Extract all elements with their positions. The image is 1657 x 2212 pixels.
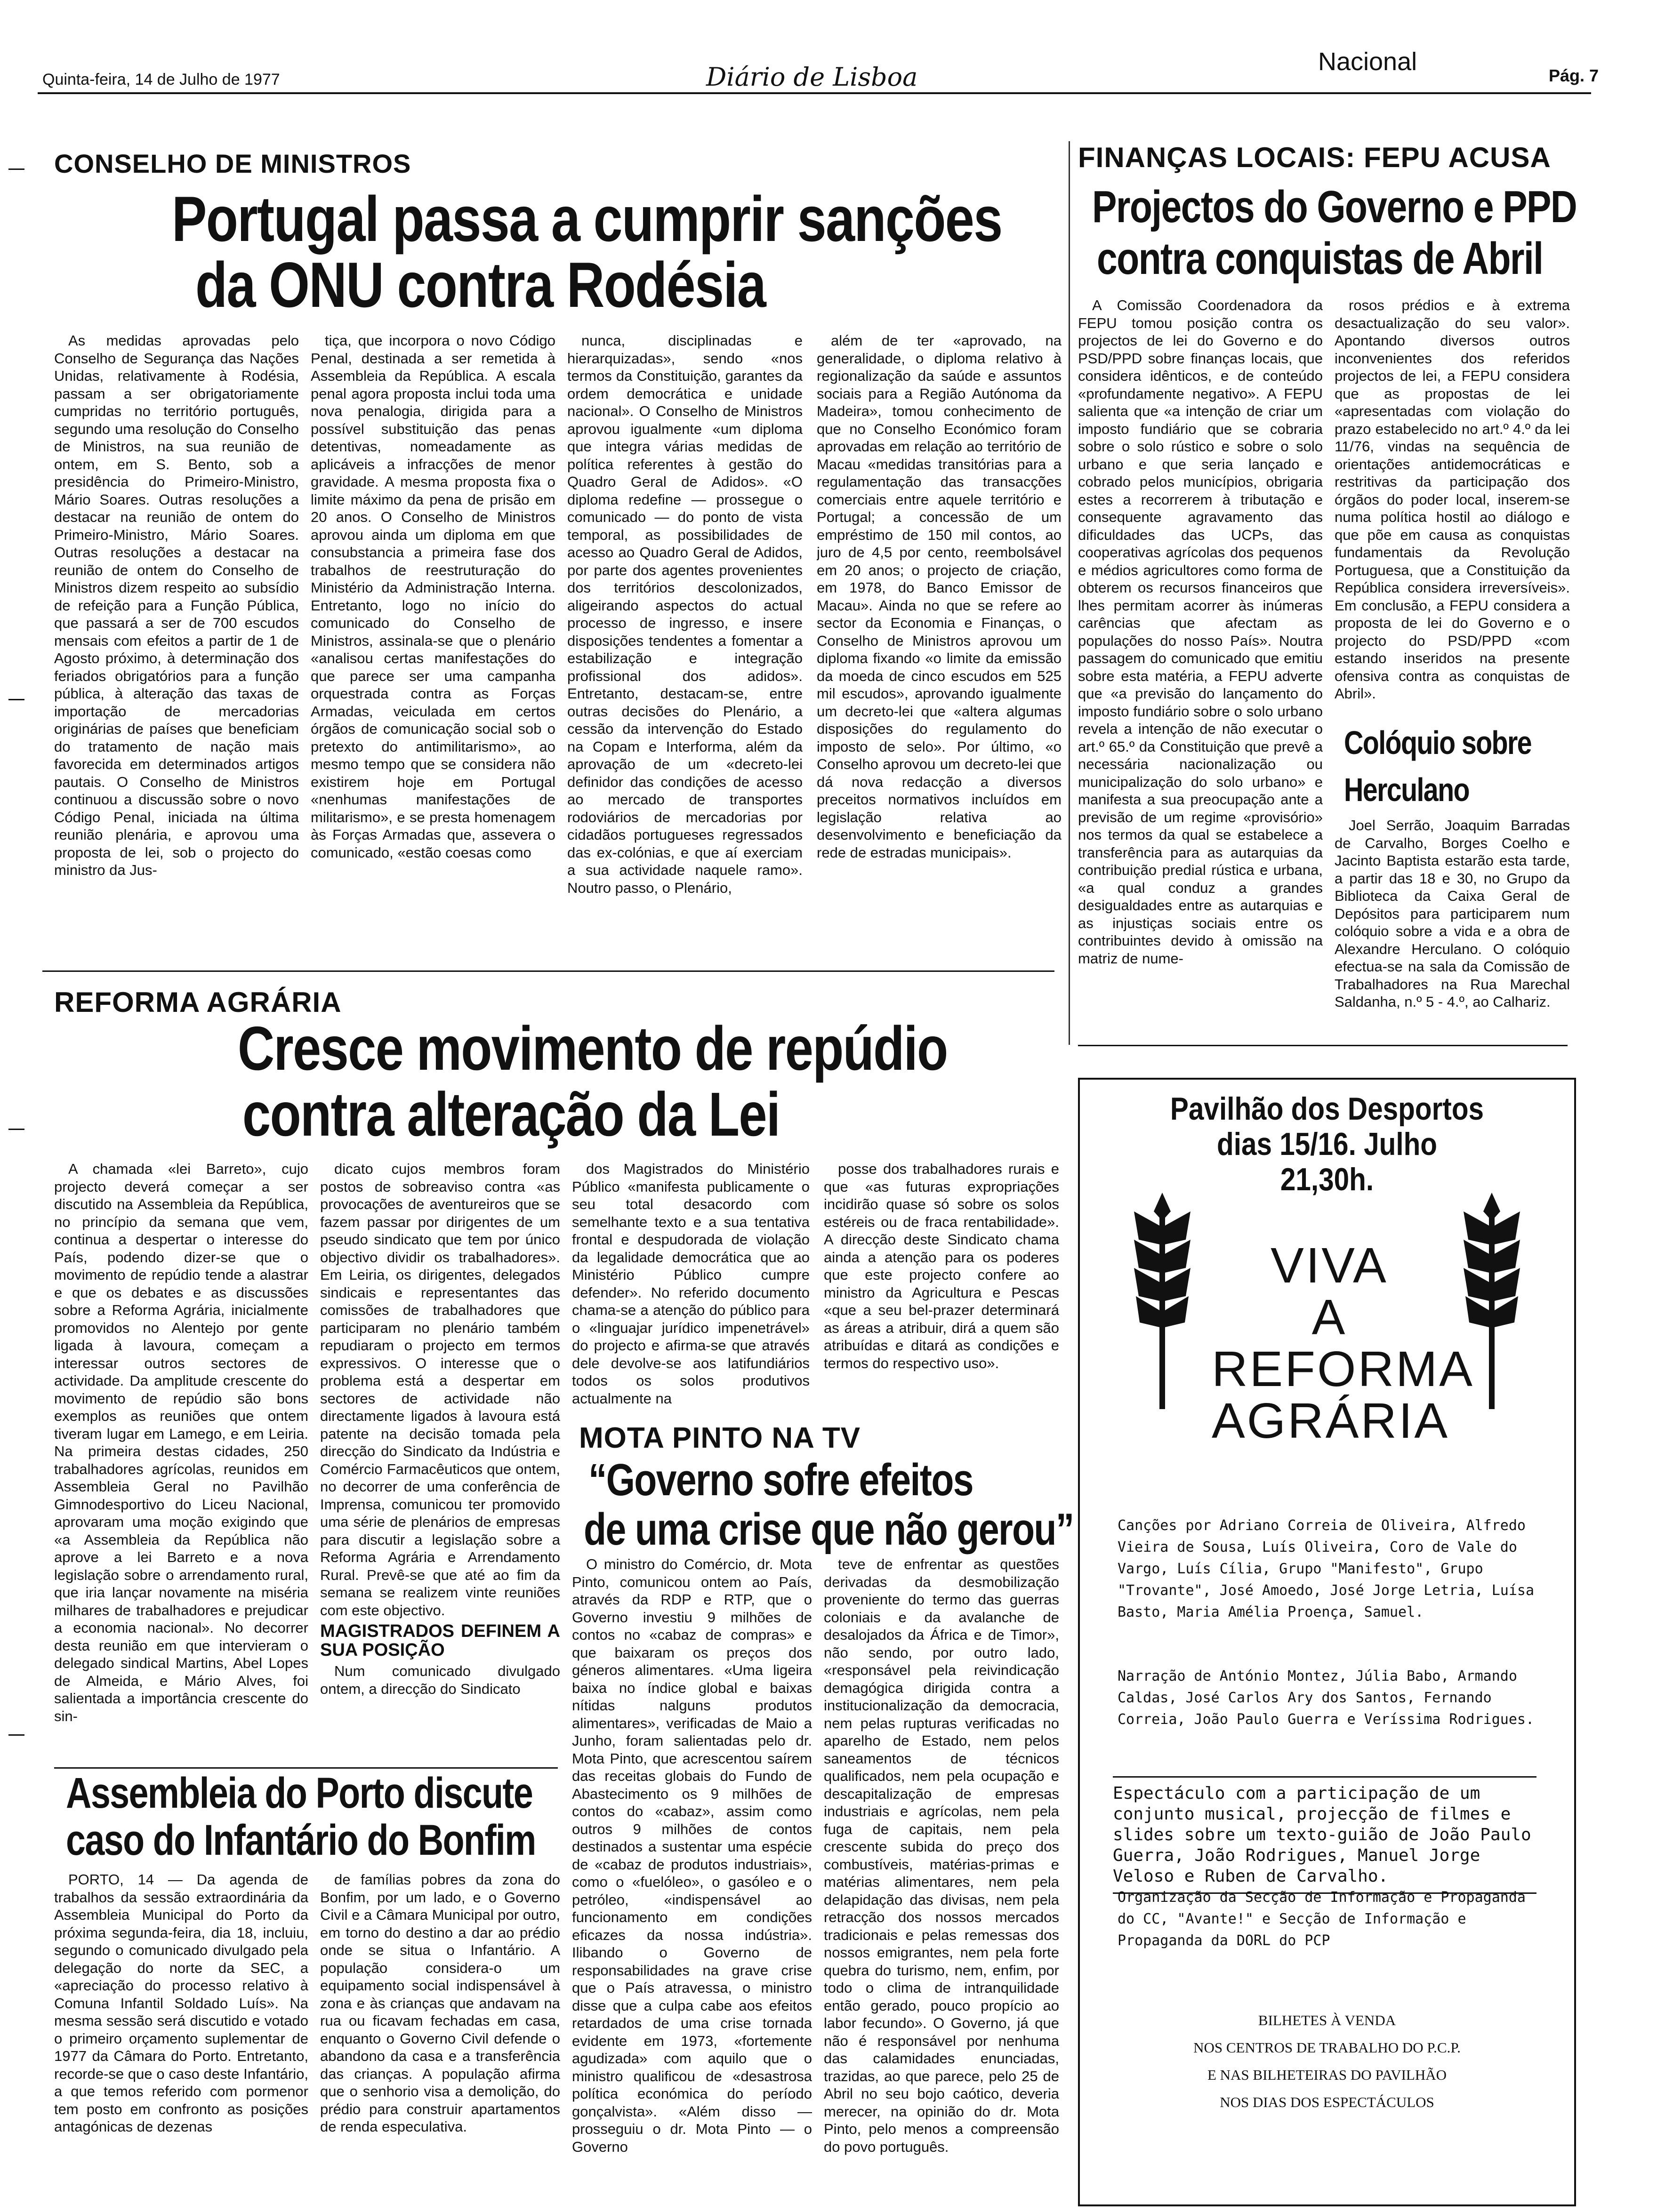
margin-mark	[8, 699, 24, 700]
margin-mark	[8, 1129, 24, 1130]
article-headline: caso do Infantário do Bonfim	[66, 1816, 536, 1864]
header-rule	[38, 92, 1591, 94]
margin-mark	[8, 168, 24, 170]
article-headline: “Governo sofre efeitos	[588, 1455, 973, 1505]
section-divider	[42, 970, 1054, 972]
article-column: teve de enfrentar as questões derivadas da desmobilização proveniente do termo das guerras coloniais e da avalanche de desalojados da África e de Timor», não sendo, por outro lado, «responsável pela reivindicação demagógica dirigida contra a institucionalização da democracia, nem pelas rupturas verificadas no aparelho de Estado, nem pelos saneamentos de técnicos qualificados, nem pela ocupação e descapitalização de empresas industriais e agrícolas, nem pela fuga de capitais, nem pela crescente subida do preço dos combustíveis, matérias-primas e matérias alimentares, nem pela delapidação das divisas, nem pela retracção dos nossos mercados tradicionais e pelas remessas dos nossos emigrantes, nem pela forte quebra do turismo, nem, enfim, por todo o clima de intranquilidade então gerado, pouco propício ao labor fecundo». O Governo, já que não é responsável por nenhuma das calamidades enunciadas, trazidas, ao que parece, pelo 25 de Abril no seu bojo caótico, deveria merecer, na opinião do dr. Mota Pinto, pelo menos a compreensão do povo português.	[824, 1556, 1059, 2155]
article-column: Joel Serrão, Joaquim Barradas de Carvalho, Borges Coelho e Jacinto Baptista estarão esta tarde, a partir das 18 e 30, no Grupo da Biblioteca da Caixa Geral de Depósitos para participarem num colóquio sobre a vida e a obra de Alexandre Herculano. O colóquio efectua-se na sala da Comissão de Trabalhadores na Rua Marechal Saldanha, n.º 5 - 4.º, ao Calhariz.	[1335, 817, 1570, 1010]
article-headline: Portugal passa a cumprir sanções	[172, 183, 1002, 255]
ad-organizers: Organização da Secção de Informação e Propaganda do CC, "Avante!" e Secção de Informação e Propaganda da DORL do PCP	[1118, 1889, 1526, 1949]
ad-dates: dias 15/16. Julho	[1216, 1126, 1438, 1162]
event-advertisement	[1078, 1078, 1576, 2206]
ad-show-description: Espectáculo com a participação de um conjunto musical, projecção de filmes e slides sobre um texto-guião de João Paulo Guerra, João Rodrigues, Manuel Jorge Veloso e Ruben de Carvalho.	[1113, 1776, 1536, 1894]
article-column: A chamada «lei Barreto», cujo projecto deverá começar a ser discutido na Assembleia da República, no princípio da semana que vem, continua a despertar o interesse do País, podendo dizer-se que o movimento de repúdio tende a alastrar e que os debates e as discussões sobre a Reforma Agrária, inicialmente promovidos no Alentejo por gente ligada à lavoura, começam a interessar outros sectores de actividade. Da amplitude crescente do movimento de repúdio são bons exemplos as reuniões que ontem tiveram lugar em Lamego, e em Leiria. Na primeira destas cidades, 250 trabalhadores agrícolas, reunidos em Assembleia Geral no Pavilhão Gimnodesportivo do Liceu Nacional, aprovaram uma moção exigindo que «a Assembleia da República não aprove a lei Barreto e a nova legislação sobre o arrendamento rural, que iria lançar novamente na miséria milhares de trabalhadores e prejudicar a economia nacional». No decorrer desta reunião em que intervieram o delegado sindical Martins, Abel Lopes de Almeida, e Mário Alves, foi salientada a importância crescente do sin-	[54, 1161, 308, 1724]
wheat-icon	[1129, 1183, 1195, 1409]
article-column: rosos prédios e à extrema desactualização do seu valor». Apontando diversos outros inconvenientes dos referidos projectos de lei, a FEPU considera que as propostas de lei «apresentadas com violação do prazo estabelecido no art.º 4.º da lei 11/76, vindas na sequência de orientações antidemocráticas e restritivas da participação dos órgãos do poder local, inserem-se numa política hostil ao diálogo e que põe em causa as conquistas fundamentais da Revolução Portuguesa, que a Constituição da República considera irreversíveis». Em conclusão, a FEPU considera a proposta de lei do Governo e o projecto do PSD/PPD «com estando inseridos na presente ofensiva contra as conquistas de Abril».	[1335, 297, 1570, 702]
article-column: além de ter «aprovado, na generalidade, o diploma relativo à regionalização da saúde e assuntos sociais para a Região Autónoma da Madeira», tomou conhecimento de que no Conselho Económico foram aprovadas em relação ao território de Macau «medidas transitórias para a regulamentação das transacções comerciais entre aquele território e Portugal; a concessão de um empréstimo de 150 mil contos, ao juro de 4,5 por cento, reembolsável em 20 anos; o projecto de criação, em 1978, do Banco Emissor de Macau». Ainda no que se refere ao sector da Economia e Finanças, o Conselho de Ministros aprovou um diploma fixando «o limite da emissão da moeda de cinco escudos em 525 mil escudos», aprovando igualmente um decreto-lei que «altera algumas disposições do regulamento do imposto de selo». Por último, «o Conselho aprovou um decreto-lei que dá nova redacção a diversos preceitos normativos incluídos em legislação relativa ao desenvolvimento e beneficiação da rede de estradas municipais».	[817, 332, 1062, 861]
article-headline: de uma crise que não gerou”	[584, 1504, 1074, 1555]
article-column: As medidas aprovadas pelo Conselho de Segurança das Nações Unidas, relativamente à Rodésia, passam a ser obrigatoriamente cumpridas no território português, segundo uma resolução do Conselho de Ministros, na sua reunião de ontem, em S. Bento, sob a presidência do Primeiro-Ministro, Mário Soares. Outras resoluções a destacar na reunião de ontem do Primeiro-Ministro, Mário Soares. Outras resoluções a destacar na reunião de ontem do Conselho de Ministros dizem respeito ao subsídio de refeição para a Função Pública, que passará a ser de 700 escudos mensais com efeitos a partir de 1 de Agosto próximo, à determinação dos feriados obrigatórios para a função pública, à alteração das taxas de importação de mercadorias originárias de países que beneficiam do tratamento de nação mais favorecida em determinados artigos pautais. O Conselho de Ministros continuou a discussão sobre o novo Código Penal, iniciada na última reunião plenária, e aprovou uma proposta de lei, sob o projecto do ministro da Jus-	[54, 332, 299, 878]
page-number: Pág. 7	[1549, 66, 1599, 85]
ad-time: 21,30h.	[1280, 1162, 1374, 1197]
section-name: Nacional	[1318, 48, 1417, 76]
article-headline: contra alteração da Lei	[242, 1080, 780, 1149]
article-column: posse dos trabalhadores rurais e que «as futuras expropriações incidirão quase só sobre os solos estéreis ou de fraca rentabilidade». A direcção deste Sindicato chama ainda a atenção para os poderes que este projecto confere ao ministro da Agricultura e Pescas «que a seu bel-prazer determinará as áreas a atribuir, dirá a quem são atribuídas e ditará as condições e termos do respectivo uso».	[824, 1161, 1059, 1371]
article-kicker: MOTA PINTO NA TV	[579, 1422, 861, 1454]
article-headline: Cresce movimento de repúdio	[238, 1014, 948, 1083]
margin-mark	[8, 1734, 24, 1736]
article-kicker: CONSELHO DE MINISTROS	[54, 149, 411, 178]
ad-venue: Pavilhão dos Desportos	[1170, 1091, 1484, 1127]
issue-date: Quinta-feira, 14 de Julho de 1977	[42, 71, 280, 88]
article-headline: Herculano	[1344, 771, 1469, 808]
article-column: nunca, disciplinadas e hierarquizadas», sendo «nos termos da Constituição, garantes da ordem democrática e unidade nacional». O Conselho de Ministros aprovou igualmente «um diploma que integra várias medidas de política referentes à gestão do Quadro Geral de Adidos». «O diploma redefine — prossegue o comunicado — do ponto de vista temporal, as possibilidades de acesso ao Quadro Geral de Adidos, por parte dos agentes provenientes dos territórios descolonizados, aligeirando aspectos do actual processo de ingresso, e insere disposições tendentes a fomentar a estabilização e integração profissional dos adidos». Entretanto, destacam-se, entre outras decisões do Plenário, a cessão da intervenção do Estado na Copam e Interforma, além da aprovação de um «decreto-lei definidor das condições de acesso ao mercado de transportes rodoviários de mercadorias por cidadãos portugueses regressados das ex-colónias, e que aí exerciam a sua actividade naquele ramo». Noutro passo, o Plenário,	[567, 332, 803, 896]
article-headline: Assembleia do Porto discute	[66, 1769, 533, 1817]
ad-slogan: VIVA A REFORMA AGRÁRIA	[1212, 1238, 1474, 1449]
article-headline: da ONU contra Rodésia	[195, 249, 766, 321]
article-headline: contra conquistas de Abril	[1097, 233, 1543, 284]
masthead: Diário de Lisboa	[706, 62, 918, 92]
article-column: O ministro do Comércio, dr. Mota Pinto, comunicou ontem ao País, através da RDP e RTP, que o Governo investiu 9 milhões de contos no «cabaz de compras» e que baixaram os preços dos géneros alimentares. «Uma ligeira baixa no índice global e baixas nítidas nalguns produtos alimentares», verificadas de Maio a Junho, foram salientadas pelo dr. Mota Pinto, que acrescentou saírem das receitas globais do Fundo de Abastecimento os 9 milhões de contos do «cabaz», assim como outros 9 milhões de contos destinados a sustentar uma espécie de «cabaz de produtos industriais», como o «fuelóleo», o gasóleo e o petróleo, «indispensável ao funcionamento em condições eficazes da nossa indústria». Ilibando o Governo de responsabilidades na grave crise que o País atravessa, o ministro disse que a culpa cabe aos efeitos retardados de uma crise tornada evidente em 1973, «fortemente agudizada» com aquilo que o ministro qualificou de «desastrosa política económica do período gonçalvista». «Além disso — prosseguiu o dr. Mota Pinto — o Governo	[572, 1556, 812, 2155]
section-divider	[1078, 1045, 1568, 1046]
article-column: dos Magistrados do Ministério Público «manifesta publicamente o seu total desacordo com semelhante texto e a sua tentativa frontal e despudorada de violação da legalidade democrática que ao Ministério Público cumpre defender». No referido documento chama-se a atenção do público para o «linguajar jurídico impenetrável» do projecto e afirma-se que através dele devolve-se aos latifundiários todos os solos produtivos actualmente na	[572, 1161, 810, 1407]
ad-tickets: BILHETES À VENDA NOS CENTROS DE TRABALHO DO P.C.P. E NAS BILHETEIRAS DO PAVILHÃO NOS DIAS DOS ESPECTÁCULOS	[1193, 2012, 1461, 2110]
article-headline: Colóquio sobre	[1344, 724, 1531, 761]
article-kicker: FINANÇAS LOCAIS: FEPU ACUSA	[1078, 142, 1551, 173]
article-column: dicato cujos membros foram postos de sobreaviso contra «as provocações de aventureiros que se fazem passar por dirigentes de um pseudo sindicato que tem por único objectivo dividir os trabalhadores». Em Leiria, os dirigentes, delegados sindicais e representantes das comissões de trabalhadores que participaram no plenário também repudiaram o projecto em termos expressivos. O interesse que o problema está a despertar em sectores de actividade não directamente ligados à lavoura está patente na decisão tomada pela direcção do Sindicato da Indústria e Comércio Farmacêuticos que ontem, no decorrer de uma conferência de Imprensa, comunicou ter promovido uma série de plenários de empresas para discutir a legislação sobre a Reforma Agrária e Arrendamento Rural. Prevê-se que até ao fim da semana se realizem vinte reuniões com este objectivo. MAGISTRADOS DEFINEM A SUA POSIÇÃO Num comunicado divulgado ontem, a direcção do Sindicato	[320, 1161, 560, 1697]
article-headline: Projectos do Governo e PPD	[1092, 182, 1577, 232]
section-divider	[54, 1767, 558, 1769]
article-column: de famílias pobres da zona do Bonfim, por um lado, e o Governo Civil e a Câmara Municipal por outro, em torno do destino a dar ao prédio onde se situa o Infantário. A população considera-o um equipamento social indispensável à zona e às crianças que andavam na rua ou ficavam fechadas em casa, enquanto o Governo Civil defende o abandono da casa e a transferência das crianças. A população afirma que o senhorio visa a demolição, do prédio para construir apartamentos de renda especulativa.	[320, 1871, 560, 2135]
article-subhead: MAGISTRADOS DEFINEM A SUA POSIÇÃO	[320, 1621, 560, 1660]
article-column: PORTO, 14 — Da agenda de trabalhos da sessão extraordinária da Assembleia Municipal do Porto da próxima segunda-feira, dia 18, incluiu, segundo o comunicado divulgado pela delegação do norte da SEC, a «apreciação do processo relativo à Comuna Infantil Soldado Luís». Na mesma sessão será discutido e votado o primeiro orçamento suplementar de 1977 da Câmara do Porto. Entretanto, recorde-se que o caso deste Infantário, a que temos referido com pormenor tem posto em confronto as posições antagónicas de dezenas	[54, 1871, 308, 2135]
article-kicker: REFORMA AGRÁRIA	[54, 986, 342, 1018]
article-column: A Comissão Coordenadora da FEPU tomou posição contra os projectos de lei do Governo e do PSD/PPD sobre finanças locais, que considera idênticos, e de conteúdo «profundamente negativo». A FEPU salienta que «a intenção de criar um imposto fundiário que se cobraria sobre o solo rústico e sobre o solo urbano e que seria lançado e cobrado pelos municípios, obrigaria estes a recorrerem à tributação e consequente agravamento das dificuldades das UCPs, das cooperativas agrícolas dos pequenos e médios agricultores como forma de obterem os recursos financeiros que lhes permitam acorrer às inúmeras carências que afectam as populações do nosso País». Noutra passagem do comunicado que emitiu sobre esta matéria, a FEPU adverte que «a previsão do lançamento do imposto fundiário sobre o solo urbano revela a intenção de não executar o art.º 65.º da Constituição que prevê a necessária nacionalização ou municipalização do solo urbano» e manifesta a sua preocupação ante a previsão de um regime «provisório» nos termos da qual se estabelece a transferência para as autarquias da contribuição predial rústica e urbana, «a qual conduz a grandes desigualdades entre as autarquias e as injustiças sociais entre os contribuintes devido à omissão na matriz de nume-	[1078, 297, 1323, 967]
article-column: tiça, que incorpora o novo Código Penal, destinada a ser remetida à Assembleia da República. A escala penal agora proposta inclui toda uma nova penalogia, dirigida para a possível substituição das penas detentivas, nomeadamente as aplicáveis a infracções de menor gravidade. A mesma proposta fixa o limite máximo da pena de prisão em 20 anos. O Conselho de Ministros aprovou ainda um diploma em que consubstancia a primeira fase dos trabalhos de reestruturação do Ministério da Administração Interna. Entretanto, logo no início do comunicado do Conselho de Ministros, assinala-se que o plenário «analisou certas manifestações do que parece ser uma campanha orquestrada contra as Forças Armadas, veiculada em certos órgãos de comunicação social sob o pretexto do antimilitarismo», ao mesmo tempo que se considera não existirem hoje em Portugal «nenhumas manifestações de militarismo», e se presta homenagem às Forças Armadas que, assevera o comunicado, «estão coesas como	[311, 332, 555, 861]
ad-narration: Narração de António Montez, Júlia Babo, Armando Caldas, José Carlos Ary dos Santos, Fernando Correia, João Paulo Guerra e Veríssima Rodrigues.	[1118, 1668, 1535, 1728]
column-divider	[1069, 141, 1070, 1045]
ad-performers: Canções por Adriano Correia de Oliveira, Alfredo Vieira de Sousa, Luís Oliveira, Coro de Vale do Vargo, Luís Cília, Grupo "Manifesto", Grupo "Trovante", José Amoedo, José Jorge Letria, Luísa Basto, Maria Amélia Proença, Samuel.	[1118, 1517, 1535, 1620]
